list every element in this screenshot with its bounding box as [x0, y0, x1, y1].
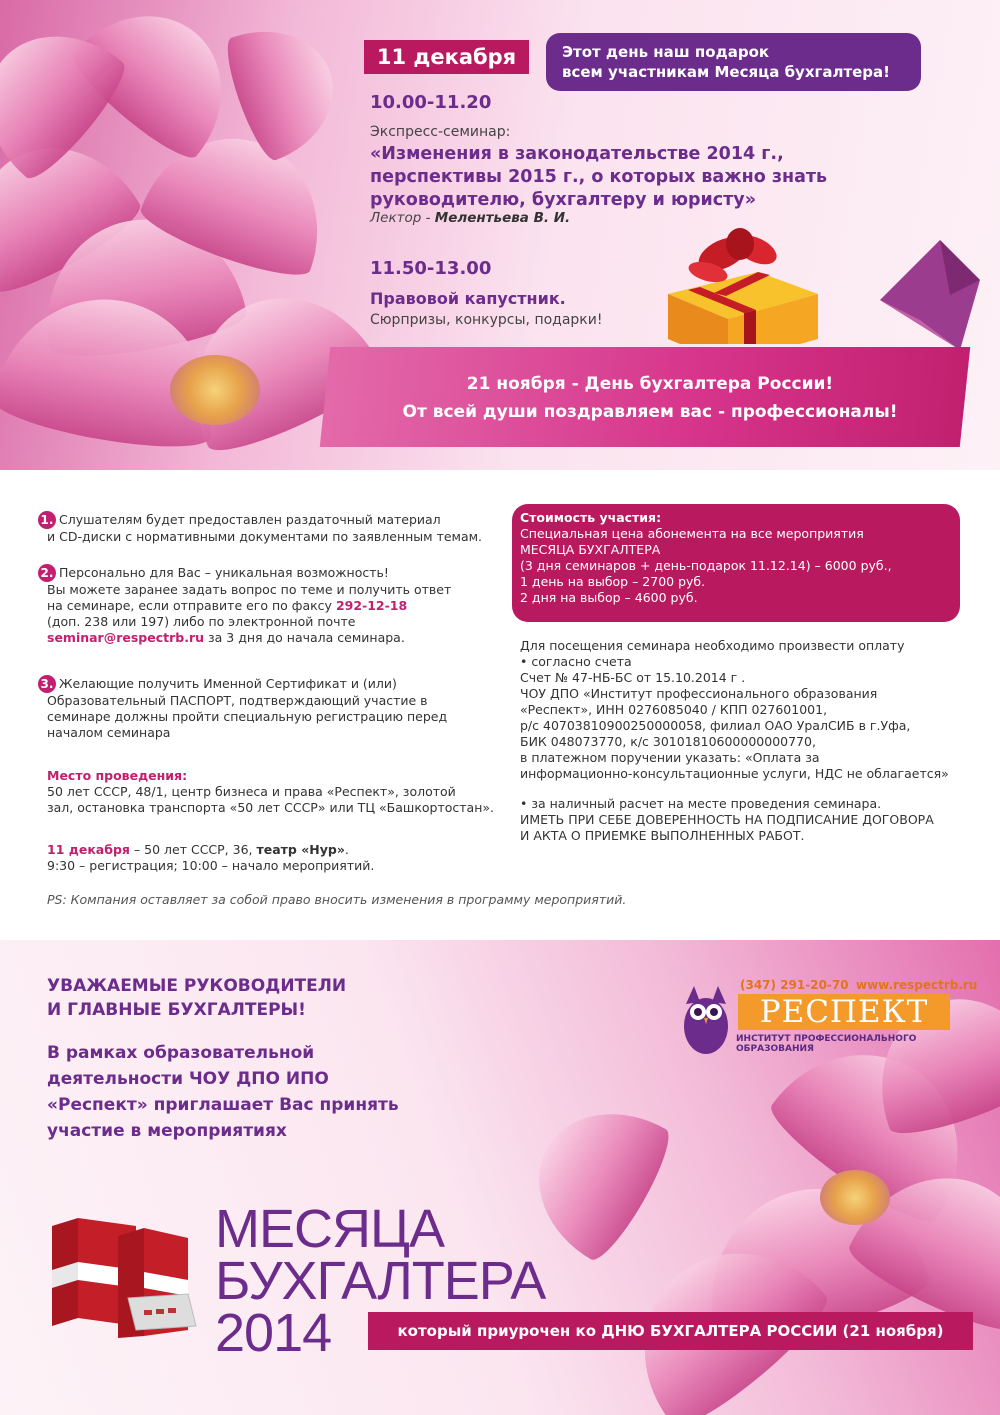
gift-callout-line2: всем участникам Месяца бухгалтера!: [562, 63, 891, 81]
cost-line1: Специальная цена абонемента на все мероприятия: [520, 526, 864, 541]
note-1: [38, 511, 482, 545]
december-dot: .: [344, 842, 349, 857]
note-2-line5: за 3 дня до начала семинара.: [204, 630, 405, 645]
pay-line5: «Респект», ИНН 0276085040 / КПП 027601001,: [520, 702, 828, 717]
note-2-line4: (доп. 238 или 197) либо по электронной почте: [47, 614, 356, 629]
pay-line6: р/с 40703810900250000058, филиал ОАО УралСИБ в г.Уфа,: [520, 718, 911, 733]
greeting-line2: И ГЛАВНЫЕ БУХГАЛТЕРЫ!: [47, 1000, 306, 1020]
main-title-year: 2014: [215, 1303, 332, 1363]
top-banner: [0, 0, 1000, 470]
note-1-line1: Слушателям будет предоставлен раздаточный материал: [59, 512, 441, 527]
kapustnik-time: 11.50-13.00: [370, 258, 492, 279]
venue-line2: зал, остановка транспорта «50 лет СССР» или ТЦ «Башкортостан».: [47, 800, 494, 815]
note-3-line4: началом семинара: [47, 725, 171, 740]
cost-title: Стоимость участия:: [520, 510, 662, 525]
note-1-line2: и CD-диски с нормативными документами по заявленным темам.: [47, 529, 483, 544]
logo-phone: (347) 291-20-70: [740, 978, 849, 992]
lector-label: Лектор -: [370, 210, 435, 226]
subtitle-strip: который приурочен ко ДНЮ БУХГАЛТЕРА РОССИИ (21 ноября): [368, 1312, 973, 1350]
note-3-line3: семинаре должны пройти специальную регистрацию перед: [47, 709, 448, 724]
pay-line4: ЧОУ ДПО «Институт профессионального образования: [520, 686, 878, 701]
lector-name: Мелентьева В. И.: [434, 210, 571, 226]
pay-line8: в платежном поручении указать: «Оплата за: [520, 750, 820, 765]
bottom-banner: [0, 940, 1000, 1415]
origami-decoration: [880, 240, 980, 350]
pay-line10: • за наличный расчет на месте проведения семинара.: [520, 796, 882, 811]
note-2-line2: Вы можете заранее задать вопрос по теме и получить ответ: [47, 582, 452, 597]
venue: [47, 768, 494, 816]
invitation-line4: участие в мероприятиях: [47, 1121, 287, 1141]
venue-title: Место проведения:: [47, 768, 188, 783]
gift-callout-line1: Этот день наш подарок: [562, 43, 770, 61]
pay-line1: Для посещения семинара необходимо произвести оплату: [520, 638, 905, 653]
december-address: – 50 лет СССР, 36,: [129, 842, 257, 857]
logo-website[interactable]: www.respectrb.ru: [856, 978, 978, 992]
theatre-name: театр «Нур»: [256, 842, 345, 857]
note-2: [38, 564, 451, 646]
venue-line1: 50 лет СССР, 48/1, центр бизнеса и права «Респект», золотой: [47, 784, 456, 799]
payment-info: [520, 638, 970, 844]
seminar-time: 10.00-11.20: [370, 92, 492, 113]
holiday-line2: От всей души поздравляем вас - профессионалы!: [402, 402, 898, 422]
seminar-type: Экспресс-семинар:: [370, 124, 511, 140]
respect-logo: [680, 978, 978, 1058]
cost-line4: 1 день на выбор – 2700 руб.: [520, 574, 706, 589]
note-2-line3: на семинаре, если отправите его по факсу: [47, 598, 336, 613]
december-schedule: 9:30 – регистрация; 10:00 – начало мероприятий.: [47, 858, 375, 873]
pay-line12: И АКТА О ПРИЕМКЕ ВЫПОЛНЕННЫХ РАБОТ.: [520, 828, 805, 843]
invitation-line1: В рамках образовательной: [47, 1043, 315, 1063]
seminar-title: «Изменения в законодательстве 2014 г., перспективы 2015 г., о которых важно знать руководителю, бухгалтеру и юристу»: [370, 144, 828, 210]
december-date: 11 декабря: [47, 842, 130, 857]
greeting: [47, 974, 346, 1022]
note-3: [38, 675, 447, 741]
invitation-line2: деятельности ЧОУ ДПО ИПО: [47, 1069, 329, 1089]
pay-line7: БИК 048073770, к/с 30101810600000000770,: [520, 734, 816, 749]
holiday-message: [350, 370, 950, 426]
kapustnik-description: Сюрпризы, конкурсы, подарки!: [370, 312, 603, 328]
fax-number: 292-12-18: [335, 598, 408, 613]
note-3-number: 3.: [38, 675, 56, 693]
cost-box: [512, 504, 960, 622]
december-venue: [47, 842, 374, 874]
kapustnik-title: Правовой капустник.: [370, 289, 566, 308]
note-2-number: 2.: [38, 564, 56, 582]
logo-wordmark: РЕСПЕКТ: [738, 994, 950, 1030]
main-title-line2: БУХГАЛТЕРА: [215, 1251, 546, 1311]
pay-line2: • согласно счета: [520, 654, 632, 669]
note-1-number: 1.: [38, 511, 56, 529]
email-link[interactable]: seminar@respectrb.ru: [47, 630, 205, 645]
note-3-line1: Желающие получить Именной Сертификат и (или): [59, 676, 397, 691]
books-calculator-icon: [48, 1218, 198, 1338]
pay-line9: информационно-консультационные услуги, НДС не облагается»: [520, 766, 949, 781]
pay-line3: Счет № 47-НБ-БС от 15.10.2014 г .: [520, 670, 746, 685]
cost-line5: 2 дня на выбор – 4600 руб.: [520, 590, 698, 605]
holiday-line1: 21 ноября - День бухгалтера России!: [466, 374, 834, 394]
gift-callout: [546, 33, 921, 91]
disclaimer: PS: Компания оставляет за собой право вносить изменения в программу мероприятий.: [47, 892, 627, 907]
cost-line3: (3 дня семинаров + день-подарок 11.12.14) – 6000 руб.,: [520, 558, 892, 573]
cost-line2: МЕСЯЦА БУХГАЛТЕРА: [520, 542, 661, 557]
main-title-line1: МЕСЯЦА: [215, 1199, 444, 1259]
invitation: [47, 1040, 399, 1144]
event-date-badge: 11 декабря: [364, 40, 529, 74]
owl-icon: [680, 984, 732, 1056]
note-3-line2: Образовательный ПАСПОРТ, подтверждающий участие в: [47, 693, 428, 708]
invitation-line3: «Респект» приглашает Вас принять: [47, 1095, 399, 1115]
pay-line11: ИМЕТЬ ПРИ СЕБЕ ДОВЕРЕННОСТЬ НА ПОДПИСАНИЕ ДОГОВОРА: [520, 812, 934, 827]
note-2-line1: Персонально для Вас – уникальная возможность!: [59, 565, 389, 580]
lector: [370, 210, 570, 226]
gift-box-icon: [628, 224, 828, 344]
greeting-line1: УВАЖАЕМЫЕ РУКОВОДИТЕЛИ: [47, 976, 347, 996]
logo-subtitle: ИНСТИТУТ ПРОФЕССИОНАЛЬНОГО ОБРАЗОВАНИЯ: [736, 1034, 917, 1054]
